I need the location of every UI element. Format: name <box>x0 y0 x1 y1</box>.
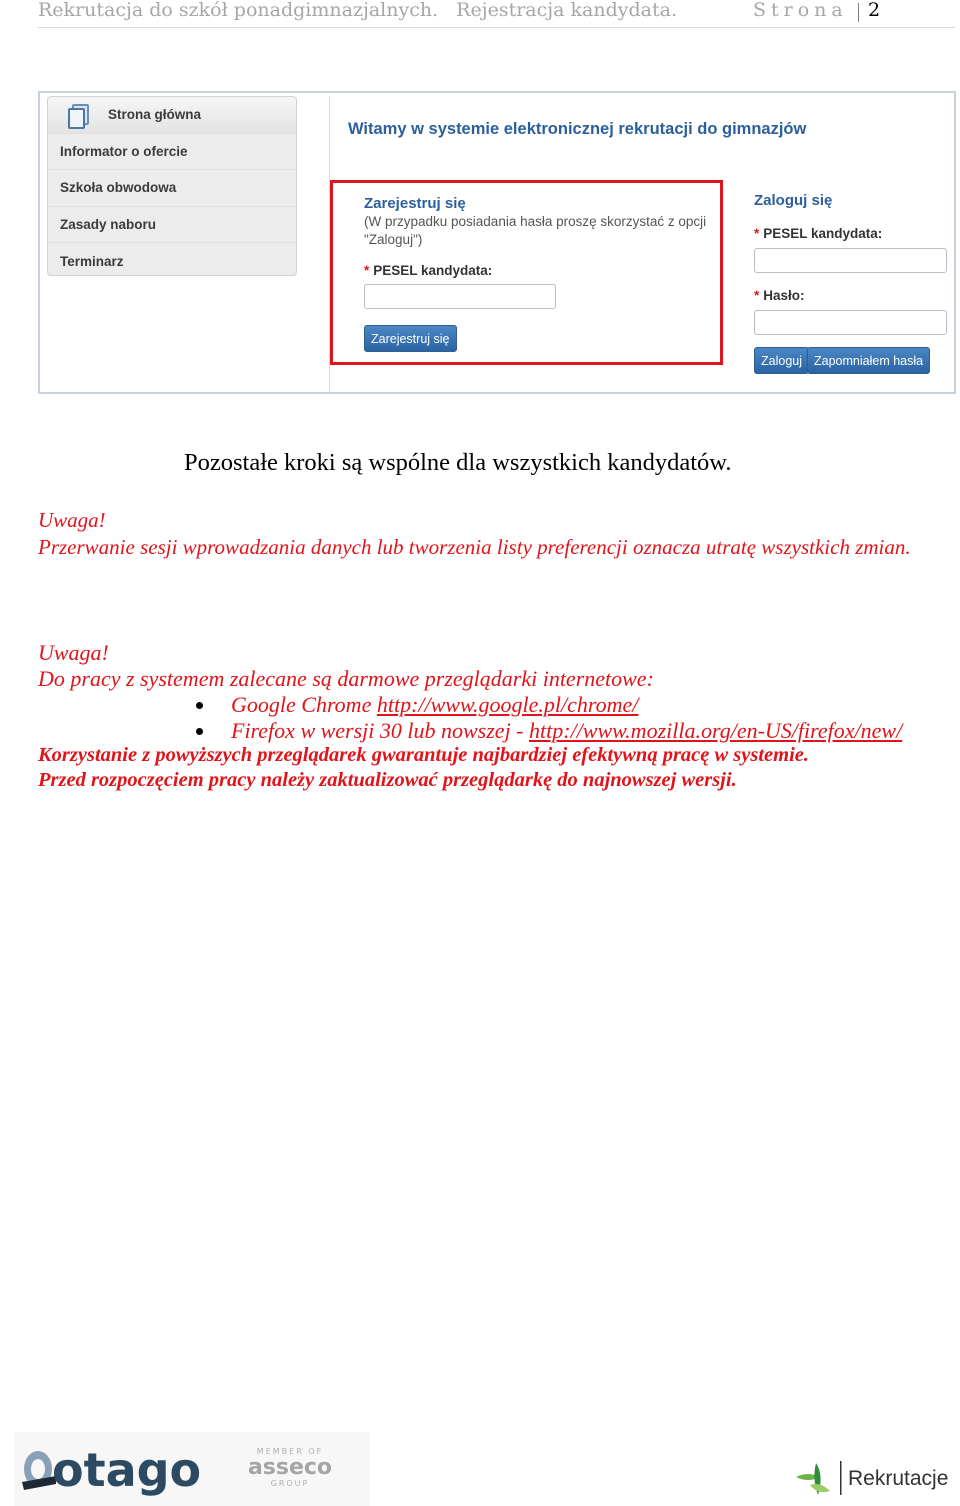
sidebar-item-admission-rules[interactable] <box>48 207 296 244</box>
leaf-icon <box>790 1455 950 1503</box>
login-title: Zaloguj się <box>754 192 833 209</box>
login-pesel-label <box>754 226 882 241</box>
sidebar-item-label: Strona główna <box>108 107 202 123</box>
otago-logo-text: otago <box>52 1443 202 1497</box>
required-marker: * <box>754 226 760 241</box>
embedded-screenshot <box>38 91 956 394</box>
header-separator <box>858 3 859 22</box>
warning1-title: Uwaga! <box>38 508 106 532</box>
asseco-member-text: MEMBER OF <box>256 1447 324 1456</box>
register-pesel-input[interactable] <box>364 284 556 309</box>
register-note: (W przypadku posiadania hasła proszę skorzystać z opcji "Zaloguj") <box>364 214 707 247</box>
sidebar-item-offer-info[interactable] <box>48 134 296 171</box>
warning2-body <box>38 743 809 793</box>
register-pesel-label <box>364 263 492 278</box>
asseco-logo-text: asseco <box>247 1455 333 1480</box>
sidebar-item-label: Szkoła obwodowa <box>60 180 177 196</box>
login-pesel-input[interactable] <box>754 248 947 273</box>
page-header <box>38 0 955 28</box>
rekrutacje-logo-text: Rekrutacje <box>848 1467 949 1490</box>
document-title-part2: Rejestracja kandydata. <box>456 0 678 21</box>
register-button[interactable]: Zarejestruj się <box>364 325 457 352</box>
login-password-input[interactable] <box>754 310 947 335</box>
chrome-link[interactable]: http://www.google.pl/chrome/ <box>376 692 639 717</box>
forgot-password-button[interactable]: Zapomniałem hasła <box>807 347 930 374</box>
browser-list <box>0 692 902 743</box>
required-marker: * <box>364 263 370 278</box>
browser-name: Firefox w wersji 30 lub nowszej - <box>231 717 530 743</box>
document-title-part1: Rekrutacja do szkół ponadgimnazjalnych. <box>38 0 439 21</box>
list-item <box>0 692 902 718</box>
warning2-intro: Do pracy z systemem zalecane są darmowe przeglądarki internetowe: <box>38 666 654 691</box>
warning2-title: Uwaga! <box>38 640 109 665</box>
warning1-text: Przerwanie sesji wprowadzania danych lub tworzenia listy preferencji oznacza utratę wszystkich zmian. <box>38 535 911 559</box>
sidebar-item-home[interactable] <box>48 97 296 134</box>
otago-asseco-logos <box>14 1432 370 1506</box>
register-title: Zarejestruj się <box>364 195 466 212</box>
common-steps-heading: Pozostałe kroki są wspólne dla wszystkich kandydatów. <box>184 449 732 476</box>
sidebar-item-schedule[interactable] <box>48 243 296 280</box>
browser-name: Google Chrome <box>231 692 377 717</box>
bullet-icon <box>196 702 203 709</box>
warning2-line1: Korzystanie z powyższych przeglądarek gwarantuje najbardziej efektywną pracę w systemie. <box>38 744 810 766</box>
otago-logo-icon <box>14 1432 370 1506</box>
welcome-heading: Witamy w systemie elektronicznej rekrutacji do gimnazjów <box>348 120 807 138</box>
page-label: Strona <box>753 0 848 21</box>
asseco-group-text: GROUP <box>270 1479 310 1488</box>
bullet-icon <box>196 728 203 735</box>
main-panel <box>329 96 955 393</box>
document-icon <box>68 104 86 126</box>
register-pesel-label-text: PESEL kandydata: <box>373 263 493 278</box>
list-item <box>0 718 902 744</box>
sidebar-item-label: Terminarz <box>60 254 124 270</box>
firefox-link[interactable]: http://www.mozilla.org/en-US/firefox/new/ <box>529 717 903 743</box>
login-section <box>754 192 954 387</box>
sidebar-item-label: Zasady naboru <box>60 217 157 233</box>
document-title <box>38 0 677 21</box>
login-password-label <box>754 288 805 303</box>
login-pesel-label-text: PESEL kandydata: <box>763 226 883 241</box>
sidebar-menu <box>47 96 297 276</box>
required-marker: * <box>754 288 760 303</box>
register-section-highlight <box>330 180 723 365</box>
page-number: 2 <box>868 0 881 21</box>
warning2-line2: Przed rozpoczęciem pracy należy zaktualizować przeglądarkę do najnowszej wersji. <box>38 769 737 791</box>
rekrutacje-logo <box>790 1455 950 1503</box>
sidebar-item-label: Informator o ofercie <box>60 143 188 159</box>
sidebar-item-district-school[interactable] <box>48 170 296 207</box>
login-button[interactable]: Zaloguj <box>754 347 809 374</box>
login-password-label-text: Hasło: <box>763 288 805 303</box>
